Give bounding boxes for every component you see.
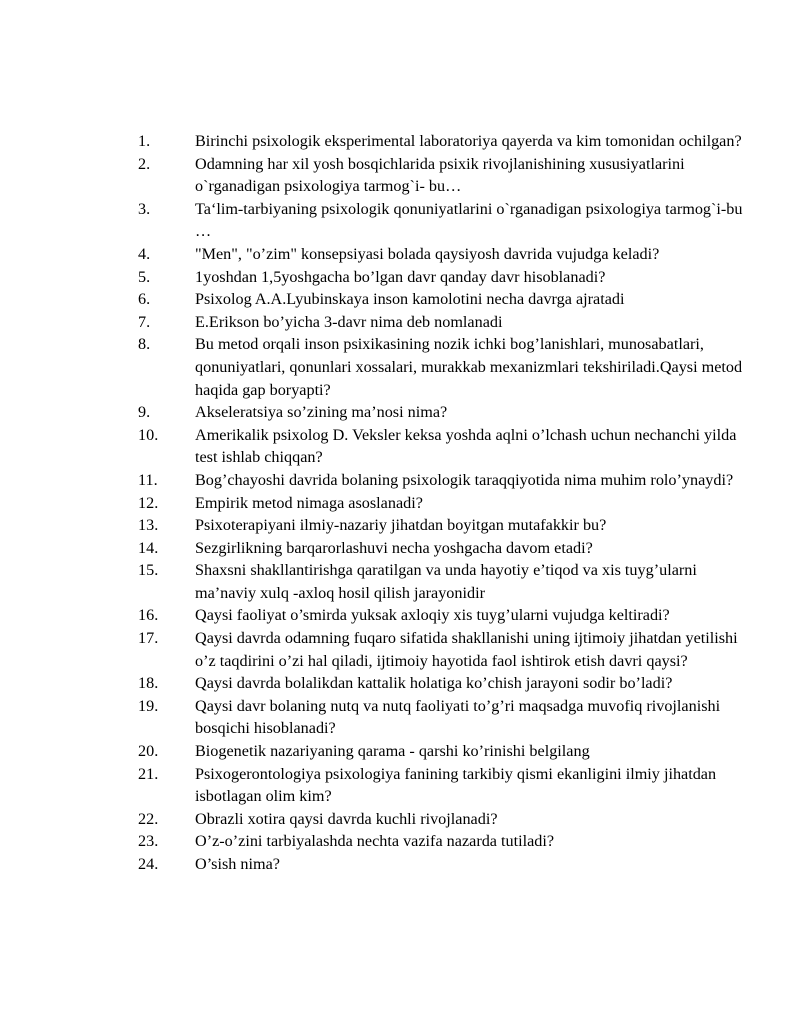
question-item	[138, 153, 758, 198]
question-number: 23.	[138, 832, 159, 851]
question-item	[138, 604, 758, 627]
question-item	[138, 266, 758, 289]
question-item	[138, 808, 758, 831]
question-item	[138, 514, 758, 537]
question-item	[138, 401, 758, 424]
question-number: 1.	[138, 132, 151, 150]
question-number: 3.	[138, 199, 151, 218]
question-text: O’sish nima?	[195, 855, 280, 873]
question-number: 20.	[138, 742, 159, 761]
question-text: Ta‘lim-tarbiyaning psixologik qonuniyatlarini o`rganadigan psixologiya tarmog`i-bu …	[195, 199, 743, 241]
question-text: Obrazli xotira qaysi davrda kuchli rivojlanadi?	[195, 809, 498, 828]
question-item	[138, 763, 758, 808]
question-text: Qaysi davrda odamning fuqaro sifatida shakllanishi uning ijtimoiy jihatdan yetilishi o’z taqdirini o’zi hal qiladi, ijtimoiy hayotida faol ishtirok etish davri qaysi?	[195, 629, 738, 670]
question-text: O’z-o’zini tarbiyalashda nechta vazifa nazarda tutiladi?	[195, 832, 555, 851]
question-number: 18.	[138, 674, 159, 693]
question-number: 13.	[138, 516, 159, 535]
question-number: 7.	[138, 312, 151, 331]
question-number: 22.	[138, 809, 159, 828]
question-number: 19.	[138, 696, 159, 715]
question-text: Sezgirlikning barqarorlashuvi necha yoshgacha davom etadi?	[195, 538, 593, 557]
question-item	[138, 311, 758, 334]
question-text: Odamning har xil yosh bosqichlarida psixik rivojlanishining xususiyatlarini o`rganadigan psixologiya tarmog`i- bu…	[195, 154, 685, 196]
question-text: Akseleratsiya so’zining ma’nosi nima?	[195, 403, 448, 422]
question-text: "Men", "o’zim" konsepsiyasi bolada qaysiyosh davrida vujudga keladi?	[195, 244, 660, 263]
question-number: 16.	[138, 606, 159, 625]
question-text: Bu metod orqali inson psixikasining nozik ichki bog’lanishlari, munosabatlari, qonuniyatlari, qonunlari xossalari, murakkab mexanizmlari tekshiriladi.Qaysi metod haqida gap boryapti?	[195, 335, 743, 399]
question-text: E.Erikson bo’yicha 3-davr nima deb nomlanadi	[195, 312, 503, 331]
question-number: 14.	[138, 538, 159, 557]
question-number: 11.	[138, 470, 158, 489]
question-text: Bog’chayoshi davrida bolaning psixologik taraqqiyotida nima muhim rolo’ynaydi?	[195, 470, 734, 489]
question-list	[138, 130, 758, 876]
question-number: 8.	[138, 335, 151, 354]
question-number: 12.	[138, 493, 159, 512]
question-number: 4.	[138, 244, 151, 263]
question-text: 1yoshdan 1,5yoshgacha bo’lgan davr qanday davr hisoblanadi?	[195, 267, 606, 286]
question-text: Biogenetik nazariyaning qarama - qarshi ko’rinishi belgilang	[195, 742, 590, 761]
question-item	[138, 853, 758, 876]
question-text: Birinchi psixologik eksperimental laboratoriya qayerda va kim tomonidan ochilgan?	[195, 132, 742, 150]
question-number: 15.	[138, 561, 159, 580]
question-item	[138, 830, 758, 853]
question-number: 17.	[138, 629, 159, 648]
question-item	[138, 469, 758, 492]
question-item	[138, 243, 758, 266]
question-item	[138, 537, 758, 560]
question-text: Amerikalik psixolog D. Veksler keksa yoshda aqlni o’lchash uchun nechanchi yilda test ishlab chiqqan?	[195, 425, 737, 467]
question-item	[138, 672, 758, 695]
question-number: 6.	[138, 290, 151, 309]
question-item	[138, 740, 758, 763]
question-number: 9.	[138, 403, 151, 422]
question-text: Psixogerontologiya psixologiya fanining tarkibiy qismi ekanligini ilmiy jihatdan isbotlagan olim kim?	[195, 764, 717, 806]
question-item	[138, 130, 758, 153]
question-number: 5.	[138, 267, 151, 286]
question-item	[138, 627, 758, 672]
question-item	[138, 288, 758, 311]
question-text: Psixoterapiyani ilmiy-nazariy jihatdan boyitgan mutafakkir bu?	[195, 516, 607, 535]
question-number: 2.	[138, 154, 151, 173]
question-number: 24.	[138, 855, 159, 873]
question-number: 21.	[138, 764, 159, 783]
question-text: Psixolog A.A.Lyubinskaya inson kamolotini necha davrga ajratadi	[195, 290, 625, 309]
question-item	[138, 333, 758, 401]
question-item	[138, 492, 758, 515]
question-text: Qaysi davr bolaning nutq va nutq faoliyati to’g’ri maqsadga muvofiq rivojlanishi bosqichi hisoblanadi?	[195, 696, 721, 738]
question-item	[138, 559, 758, 604]
question-item	[138, 695, 758, 740]
question-text: Qaysi davrda bolalikdan kattalik holatiga ko’chish jarayoni sodir bo’ladi?	[195, 674, 673, 693]
question-item	[138, 198, 758, 243]
question-text: Shaxsni shakllantirishga qaratilgan va unda hayotiy e’tiqod va xis tuyg’ularni ma’naviy xulq -axloq hosil qilish jarayonidir	[195, 561, 697, 602]
question-text: Empirik metod nimaga asoslanadi?	[195, 493, 423, 512]
question-text: Qaysi faoliyat o’smirda yuksak axloqiy xis tuyg’ularni vujudga keltiradi?	[195, 606, 670, 625]
question-number: 10.	[138, 425, 159, 444]
question-item	[138, 424, 758, 469]
